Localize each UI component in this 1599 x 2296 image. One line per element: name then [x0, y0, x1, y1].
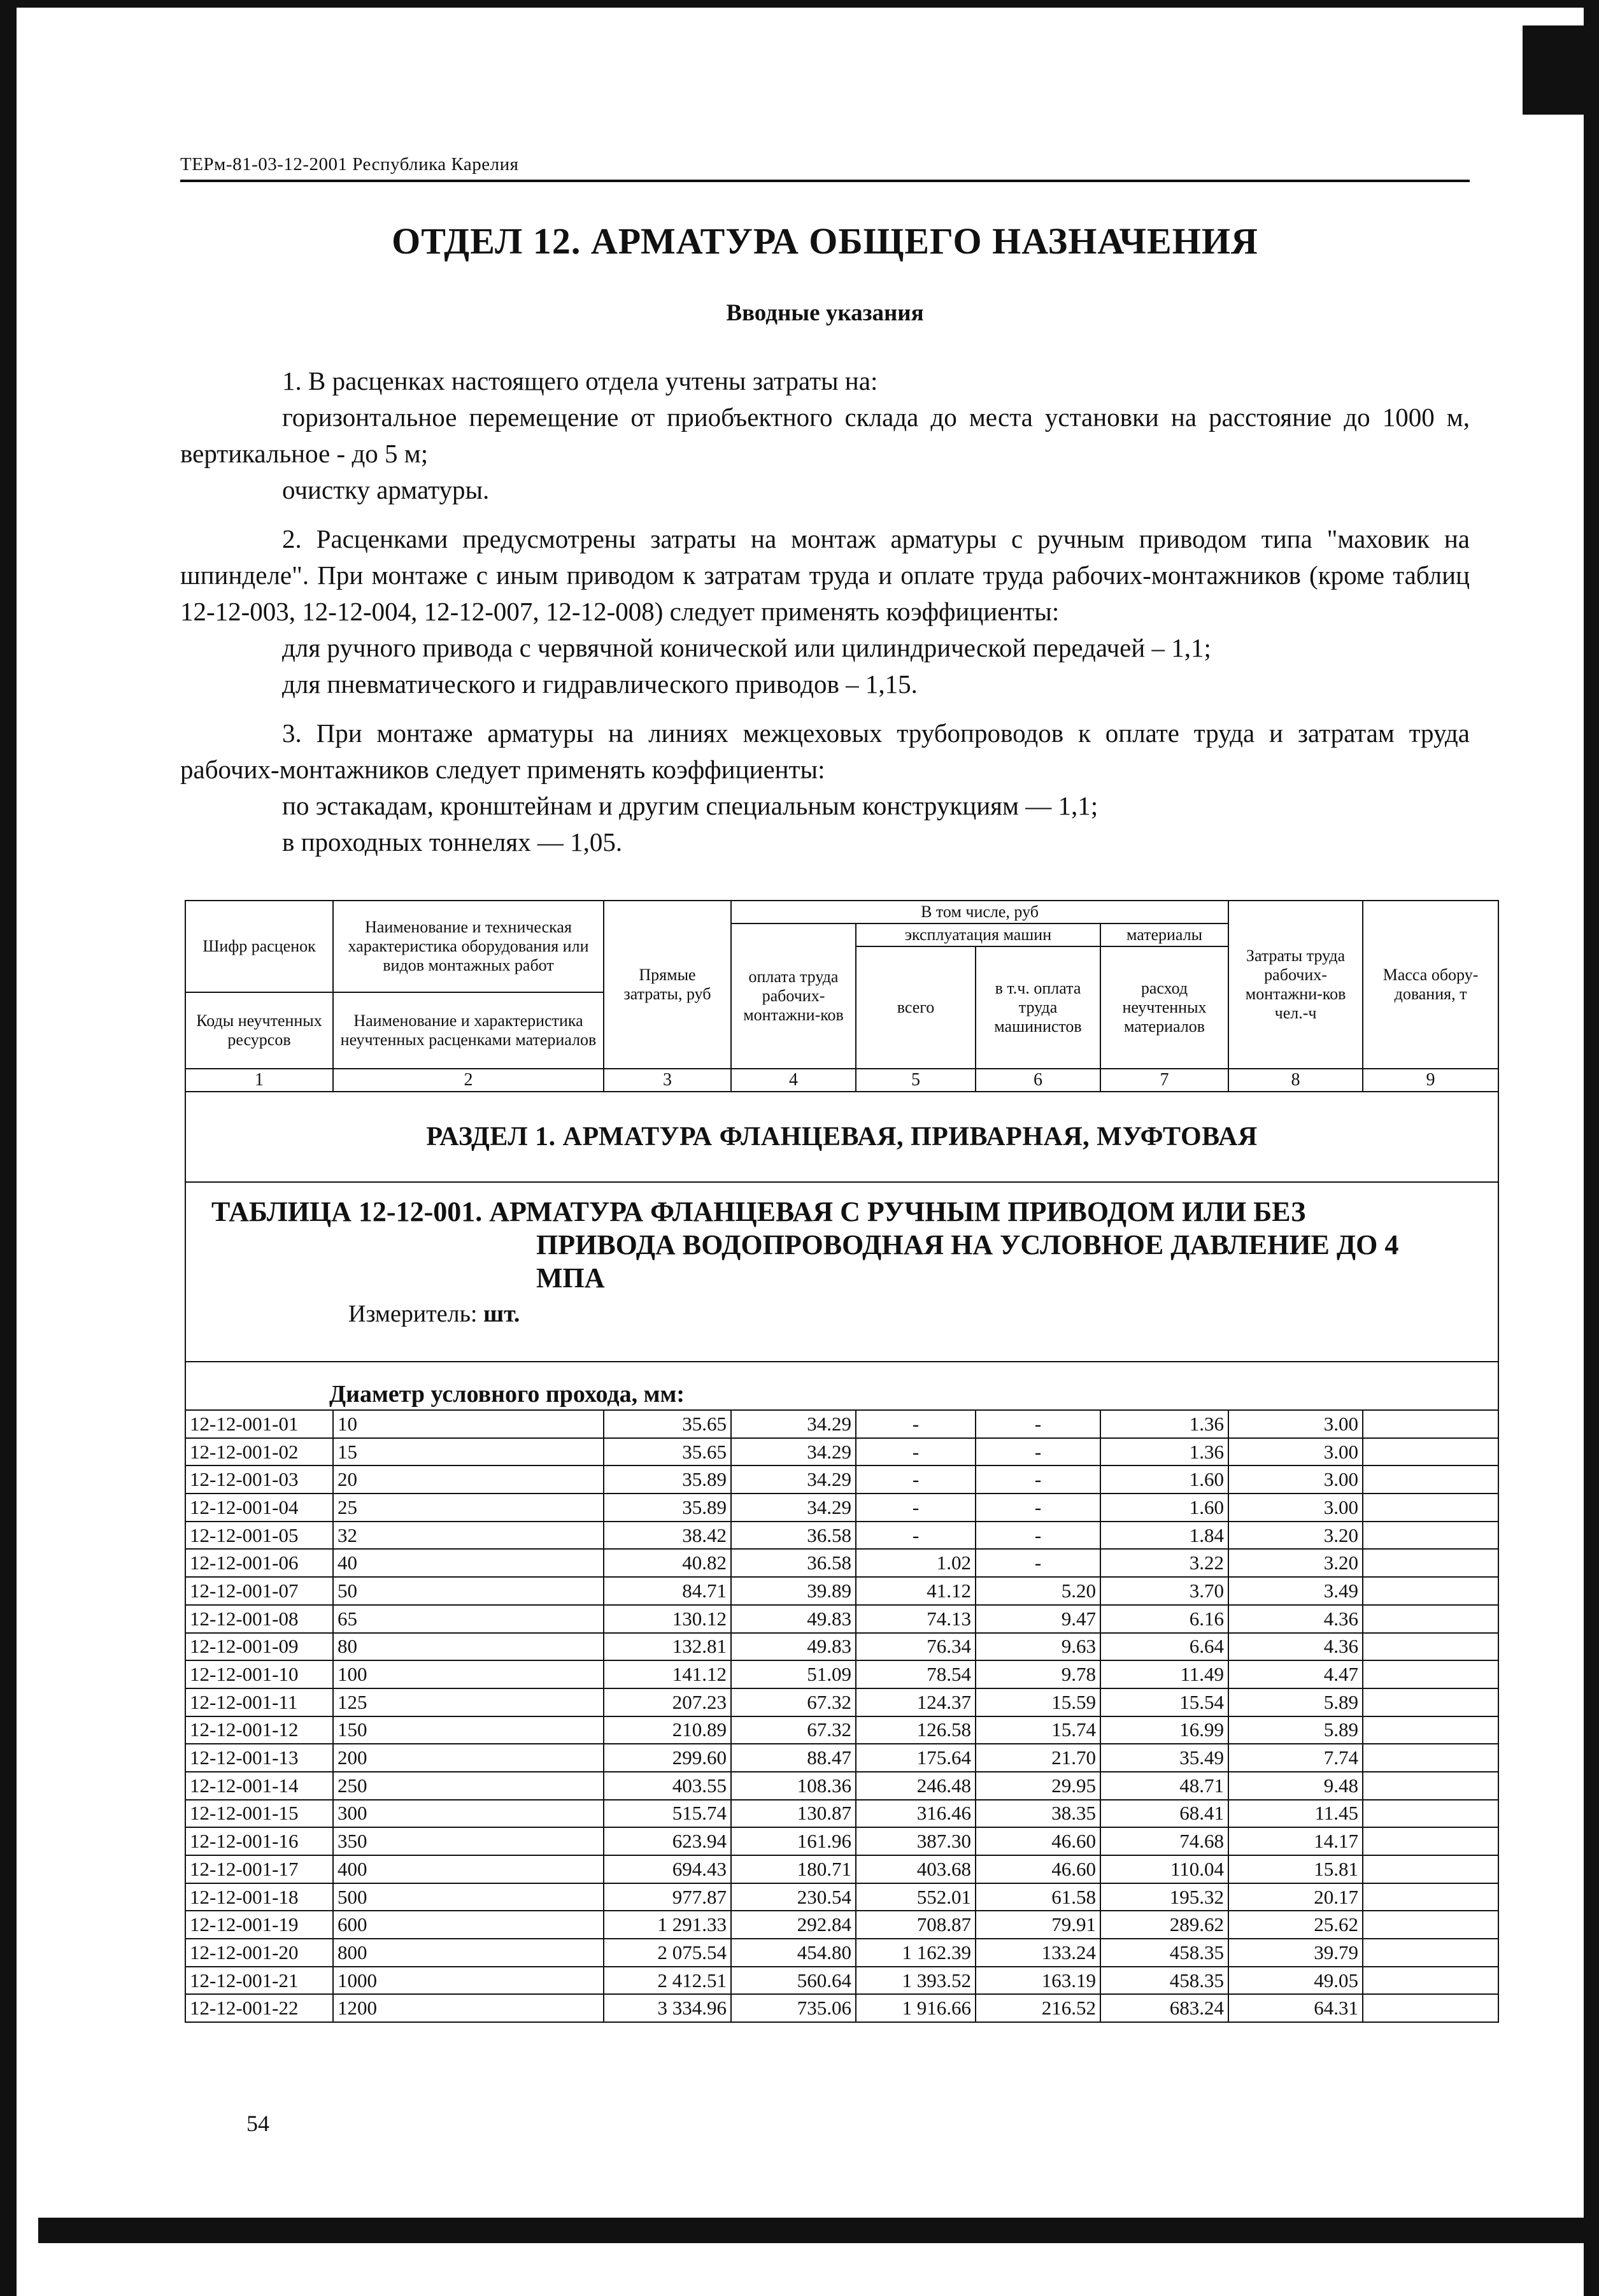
- cell-equipment-mass: [1363, 1522, 1498, 1550]
- cell-machines-total: 403.68: [856, 1855, 976, 1883]
- column-number: 8: [1228, 1069, 1363, 1092]
- header-machinist-pay: в т.ч. оплата труда машинистов: [976, 946, 1100, 1069]
- intro-paragraph-3: [180, 715, 1470, 860]
- column-number: 4: [731, 1069, 856, 1092]
- cell-equipment-mass: [1363, 1883, 1498, 1911]
- cell-labor-pay: 34.29: [731, 1410, 856, 1438]
- cell-item-name: 15: [333, 1438, 604, 1466]
- cell-rate-code: 12-12-001-06: [185, 1549, 333, 1577]
- column-number: 2: [333, 1069, 604, 1092]
- cell-machinist-pay: -: [976, 1549, 1100, 1577]
- cell-equipment-mass: [1363, 1577, 1498, 1605]
- cell-materials: 6.16: [1100, 1605, 1228, 1633]
- cell-labor-pay: 67.32: [731, 1688, 856, 1716]
- cell-materials: 11.49: [1100, 1660, 1228, 1688]
- cell-machines-total: 387.30: [856, 1827, 976, 1855]
- cell-materials: 16.99: [1100, 1716, 1228, 1744]
- cell-machines-total: -: [856, 1465, 976, 1494]
- table-body: [185, 1092, 1498, 2022]
- cell-rate-code: 12-12-001-21: [185, 1967, 333, 1995]
- cell-materials: 1.60: [1100, 1494, 1228, 1522]
- cell-labor-hours: 14.17: [1228, 1827, 1363, 1855]
- cell-item-name: 800: [333, 1939, 604, 1967]
- cell-labor-hours: 4.36: [1228, 1605, 1363, 1633]
- cell-machines-total: 316.46: [856, 1800, 976, 1828]
- cell-item-name: 400: [333, 1855, 604, 1883]
- cell-machines-total: 552.01: [856, 1883, 976, 1911]
- intro-p1-line2: горизонтальное перемещение от приобъектного склада до места установки на расстояние до 1000 м, вертикальное - до 5 м;: [180, 403, 1470, 468]
- cell-materials: 1.60: [1100, 1465, 1228, 1494]
- column-number: 6: [976, 1069, 1100, 1092]
- cell-rate-code: 12-12-001-12: [185, 1716, 333, 1744]
- cell-materials: 195.32: [1100, 1883, 1228, 1911]
- cell-direct-costs: 403.55: [604, 1772, 731, 1800]
- table-row: [185, 1633, 1498, 1661]
- table-row: [185, 1967, 1498, 1995]
- table-row: [185, 1549, 1498, 1577]
- cell-labor-pay: 36.58: [731, 1549, 856, 1577]
- cell-machinist-pay: 46.60: [976, 1827, 1100, 1855]
- cell-rate-code: 12-12-001-13: [185, 1744, 333, 1772]
- cell-rate-code: 12-12-001-19: [185, 1911, 333, 1939]
- cell-item-name: 600: [333, 1911, 604, 1939]
- cell-direct-costs: 141.12: [604, 1660, 731, 1688]
- page-subtitle: Вводные указания: [726, 300, 924, 326]
- cell-item-name: 50: [333, 1577, 604, 1605]
- cell-machines-total: -: [856, 1438, 976, 1466]
- cell-materials: 1.36: [1100, 1410, 1228, 1438]
- table-row: [185, 1911, 1498, 1939]
- table-row: [185, 1994, 1498, 2022]
- table-row: [185, 1522, 1498, 1550]
- cell-direct-costs: 694.43: [604, 1855, 731, 1883]
- cell-machinist-pay: 15.59: [976, 1688, 1100, 1716]
- column-number: 5: [856, 1069, 976, 1092]
- header-equipment-mass: Масса обору-дования, т: [1363, 901, 1498, 1069]
- cell-equipment-mass: [1363, 1633, 1498, 1661]
- table-row: [185, 1855, 1498, 1883]
- intro-paragraph-1: [180, 363, 1470, 508]
- cell-labor-pay: 230.54: [731, 1883, 856, 1911]
- header-materials: материалы: [1100, 923, 1228, 946]
- cell-machinist-pay: -: [976, 1522, 1100, 1550]
- cell-materials: 74.68: [1100, 1827, 1228, 1855]
- cell-machines-total: 1.02: [856, 1549, 976, 1577]
- table-row: [185, 1660, 1498, 1688]
- table-row: [185, 1800, 1498, 1828]
- cell-item-name: 250: [333, 1772, 604, 1800]
- unit-of-measure: [211, 1300, 1472, 1328]
- cell-equipment-mass: [1363, 1855, 1498, 1883]
- cell-machines-total: 41.12: [856, 1577, 976, 1605]
- cell-direct-costs: 210.89: [604, 1716, 731, 1744]
- cell-direct-costs: 40.82: [604, 1549, 731, 1577]
- table-title-line-1: ТАБЛИЦА 12-12-001. АРМАТУРА ФЛАНЦЕВАЯ С РУЧНЫМ ПРИВОДОМ ИЛИ БЕЗ: [211, 1196, 1306, 1227]
- cell-labor-hours: 3.00: [1228, 1494, 1363, 1522]
- cell-materials: 289.62: [1100, 1911, 1228, 1939]
- cell-labor-hours: 3.49: [1228, 1577, 1363, 1605]
- cell-machinist-pay: 133.24: [976, 1939, 1100, 1967]
- cell-item-name: 1000: [333, 1967, 604, 1995]
- table-row: [185, 1716, 1498, 1744]
- cell-rate-code: 12-12-001-07: [185, 1577, 333, 1605]
- cell-materials: 683.24: [1100, 1994, 1228, 2022]
- cell-labor-pay: 36.58: [731, 1522, 856, 1550]
- cell-materials: 3.22: [1100, 1549, 1228, 1577]
- section-title: РАЗДЕЛ 1. АРМАТУРА ФЛАНЦЕВАЯ, ПРИВАРНАЯ, МУФТОВАЯ: [185, 1092, 1498, 1182]
- cell-item-name: 32: [333, 1522, 604, 1550]
- cell-rate-code: 12-12-001-14: [185, 1772, 333, 1800]
- cell-machinist-pay: 9.78: [976, 1660, 1100, 1688]
- cell-item-name: 350: [333, 1827, 604, 1855]
- cell-direct-costs: 38.42: [604, 1522, 731, 1550]
- cell-machines-total: 1 916.66: [856, 1994, 976, 2022]
- cell-machinist-pay: 38.35: [976, 1800, 1100, 1828]
- cell-machines-total: -: [856, 1494, 976, 1522]
- cell-item-name: 1200: [333, 1994, 604, 2022]
- cell-labor-hours: 5.89: [1228, 1688, 1363, 1716]
- cell-labor-hours: 4.36: [1228, 1633, 1363, 1661]
- table-row: [185, 1410, 1498, 1438]
- column-number: 7: [1100, 1069, 1228, 1092]
- cell-machinist-pay: 15.74: [976, 1716, 1100, 1744]
- cell-labor-pay: 560.64: [731, 1967, 856, 1995]
- cell-equipment-mass: [1363, 1605, 1498, 1633]
- cell-labor-hours: 3.00: [1228, 1410, 1363, 1438]
- intro-text: [180, 363, 1470, 873]
- cell-materials: 35.49: [1100, 1744, 1228, 1772]
- intro-p2-main: 2. Расценками предусмотрены затраты на монтаж арматуры с ручным приводом типа "маховик на шпинделе". При монтаже с иным приводом к затратам труда и оплате труда рабочих-монтажников (кроме таблиц 12-12-003, 12-12-004, 12-12-007, 12-12-008) следует применять коэффициенты:: [180, 524, 1470, 626]
- cell-equipment-mass: [1363, 1911, 1498, 1939]
- cell-machinist-pay: -: [976, 1438, 1100, 1466]
- cell-labor-hours: 25.62: [1228, 1911, 1363, 1939]
- table-title-cell: [185, 1182, 1498, 1362]
- cell-machines-total: 126.58: [856, 1716, 976, 1744]
- table-row: [185, 1577, 1498, 1605]
- header-labor-hours: Затраты труда рабочих-монтажни-ков чел.-ч: [1228, 901, 1363, 1069]
- cell-labor-hours: 39.79: [1228, 1939, 1363, 1967]
- cell-rate-code: 12-12-001-22: [185, 1994, 333, 2022]
- cell-equipment-mass: [1363, 1688, 1498, 1716]
- intro-p3-main: 3. При монтаже арматуры на линиях межцеховых трубопроводов к оплате труда и затратам труда рабочих-монтажников следует применять коэффициенты:: [180, 718, 1470, 784]
- cell-machines-total: 246.48: [856, 1772, 976, 1800]
- cell-labor-pay: 180.71: [731, 1855, 856, 1883]
- cell-equipment-mass: [1363, 1438, 1498, 1466]
- cell-machines-total: 708.87: [856, 1911, 976, 1939]
- cell-labor-pay: 292.84: [731, 1911, 856, 1939]
- cell-machines-total: 76.34: [856, 1633, 976, 1661]
- cell-direct-costs: 35.89: [604, 1465, 731, 1494]
- cell-materials: 1.84: [1100, 1522, 1228, 1550]
- cell-rate-code: 12-12-001-20: [185, 1939, 333, 1967]
- cell-machinist-pay: 29.95: [976, 1772, 1100, 1800]
- column-number-row: [185, 1069, 1498, 1092]
- cell-machines-total: 1 162.39: [856, 1939, 976, 1967]
- cell-rate-code: 12-12-001-18: [185, 1883, 333, 1911]
- header-unaccounted-materials: расход неучтенных материалов: [1100, 946, 1228, 1069]
- cell-direct-costs: 130.12: [604, 1605, 731, 1633]
- intro-p3-item2: в проходных тоннелях — 1,05.: [282, 827, 623, 857]
- cell-materials: 3.70: [1100, 1577, 1228, 1605]
- cell-labor-hours: 15.81: [1228, 1855, 1363, 1883]
- cell-equipment-mass: [1363, 1549, 1498, 1577]
- intro-p1-line1: 1. В расценках настоящего отдела учтены затраты на:: [282, 366, 878, 396]
- cell-machinist-pay: 21.70: [976, 1744, 1100, 1772]
- cell-equipment-mass: [1363, 1994, 1498, 2022]
- cell-rate-code: 12-12-001-15: [185, 1800, 333, 1828]
- cell-labor-hours: 5.89: [1228, 1716, 1363, 1744]
- cell-item-name: 125: [333, 1688, 604, 1716]
- table-title-row: [185, 1182, 1498, 1362]
- cell-materials: 6.64: [1100, 1633, 1228, 1661]
- table-row: [185, 1605, 1498, 1633]
- cell-equipment-mass: [1363, 1967, 1498, 1995]
- column-number: 9: [1363, 1069, 1498, 1092]
- cell-labor-pay: 34.29: [731, 1494, 856, 1522]
- cell-machinist-pay: 216.52: [976, 1994, 1100, 2022]
- header-including: В том числе, руб: [731, 901, 1228, 923]
- cell-item-name: 25: [333, 1494, 604, 1522]
- header-labor-pay: оплата труда рабочих-монтажни-ков: [731, 923, 856, 1069]
- cell-item-name: 10: [333, 1410, 604, 1438]
- cell-equipment-mass: [1363, 1660, 1498, 1688]
- cell-labor-pay: 454.80: [731, 1939, 856, 1967]
- cell-item-name: 100: [333, 1660, 604, 1688]
- cell-direct-costs: 1 291.33: [604, 1911, 731, 1939]
- page-title: ОТДЕЛ 12. АРМАТУРА ОБЩЕГО НАЗНАЧЕНИЯ: [392, 220, 1258, 262]
- cell-labor-hours: 3.00: [1228, 1465, 1363, 1494]
- cell-labor-pay: 51.09: [731, 1660, 856, 1688]
- cell-labor-hours: 64.31: [1228, 1994, 1363, 2022]
- unit-value: шт.: [483, 1301, 520, 1327]
- table-row: [185, 1438, 1498, 1466]
- cell-equipment-mass: [1363, 1800, 1498, 1828]
- cell-labor-pay: 39.89: [731, 1577, 856, 1605]
- cell-machines-total: 124.37: [856, 1688, 976, 1716]
- cell-labor-hours: 49.05: [1228, 1967, 1363, 1995]
- cell-labor-hours: 7.74: [1228, 1744, 1363, 1772]
- header-name: Наименование и техническая характеристика оборудования или видов монтажных работ: [333, 901, 604, 992]
- cell-machines-total: 1 393.52: [856, 1967, 976, 1995]
- cell-equipment-mass: [1363, 1744, 1498, 1772]
- cell-machines-total: 78.54: [856, 1660, 976, 1688]
- cell-machinist-pay: -: [976, 1410, 1100, 1438]
- cell-direct-costs: 207.23: [604, 1688, 731, 1716]
- cell-materials: 68.41: [1100, 1800, 1228, 1828]
- cell-labor-pay: 34.29: [731, 1465, 856, 1494]
- cell-labor-pay: 161.96: [731, 1827, 856, 1855]
- cell-rate-code: 12-12-001-05: [185, 1522, 333, 1550]
- table-row: [185, 1494, 1498, 1522]
- cell-item-name: 150: [333, 1716, 604, 1744]
- cell-direct-costs: 132.81: [604, 1633, 731, 1661]
- cell-rate-code: 12-12-001-03: [185, 1465, 333, 1494]
- cell-direct-costs: 35.89: [604, 1494, 731, 1522]
- cell-item-name: 500: [333, 1883, 604, 1911]
- table-row: [185, 1883, 1498, 1911]
- cell-equipment-mass: [1363, 1939, 1498, 1967]
- table-row: [185, 1939, 1498, 1967]
- table-header: [185, 901, 1498, 1092]
- cell-direct-costs: 515.74: [604, 1800, 731, 1828]
- cell-direct-costs: 2 075.54: [604, 1939, 731, 1967]
- header-resource-codes: Коды неучтенных ресурсов: [185, 992, 333, 1069]
- cell-equipment-mass: [1363, 1827, 1498, 1855]
- column-number: 1: [185, 1069, 333, 1092]
- cell-labor-pay: 34.29: [731, 1438, 856, 1466]
- cell-labor-hours: 3.00: [1228, 1438, 1363, 1466]
- header-machines-total: всего: [856, 946, 976, 1069]
- section-row: [185, 1092, 1498, 1182]
- cell-rate-code: 12-12-001-04: [185, 1494, 333, 1522]
- cell-rate-code: 12-12-001-01: [185, 1410, 333, 1438]
- cell-direct-costs: 299.60: [604, 1744, 731, 1772]
- unit-label: Измеритель:: [348, 1301, 478, 1327]
- cell-direct-costs: 2 412.51: [604, 1967, 731, 1995]
- cell-rate-code: 12-12-001-08: [185, 1605, 333, 1633]
- running-header: ТЕРм-81-03-12-2001 Республика Карелия: [180, 154, 519, 175]
- cell-item-name: 65: [333, 1605, 604, 1633]
- cell-direct-costs: 977.87: [604, 1883, 731, 1911]
- cell-labor-pay: 88.47: [731, 1744, 856, 1772]
- cell-materials: 458.35: [1100, 1967, 1228, 1995]
- header-rate-code: Шифр расценок: [185, 901, 333, 992]
- cell-equipment-mass: [1363, 1410, 1498, 1438]
- cell-machinist-pay: 79.91: [976, 1911, 1100, 1939]
- cell-equipment-mass: [1363, 1494, 1498, 1522]
- cell-materials: 1.36: [1100, 1438, 1228, 1466]
- intro-paragraph-2: [180, 521, 1470, 702]
- cell-rate-code: 12-12-001-02: [185, 1438, 333, 1466]
- cell-item-name: 80: [333, 1633, 604, 1661]
- table-row: [185, 1465, 1498, 1494]
- cell-materials: 48.71: [1100, 1772, 1228, 1800]
- cell-rate-code: 12-12-001-16: [185, 1827, 333, 1855]
- cell-rate-code: 12-12-001-17: [185, 1855, 333, 1883]
- intro-p1-line3: очистку арматуры.: [282, 475, 490, 504]
- cell-labor-hours: 3.20: [1228, 1549, 1363, 1577]
- cell-item-name: 40: [333, 1549, 604, 1577]
- cell-labor-pay: 49.83: [731, 1633, 856, 1661]
- diameter-row: [185, 1362, 1498, 1410]
- cell-labor-pay: 49.83: [731, 1605, 856, 1633]
- cell-rate-code: 12-12-001-09: [185, 1633, 333, 1661]
- cell-direct-costs: 623.94: [604, 1827, 731, 1855]
- cell-equipment-mass: [1363, 1465, 1498, 1494]
- cell-labor-pay: 67.32: [731, 1716, 856, 1744]
- intro-p2-item2: для пневматического и гидравлического приводов – 1,15.: [282, 669, 918, 699]
- cell-machinist-pay: -: [976, 1494, 1100, 1522]
- table-row: [185, 1688, 1498, 1716]
- cell-machines-total: -: [856, 1410, 976, 1438]
- table-row: [185, 1827, 1498, 1855]
- intro-p2-item1: для ручного привода с червячной конической или цилиндрической передачей – 1,1;: [282, 633, 1211, 662]
- table-row: [185, 1744, 1498, 1772]
- cell-machines-total: 74.13: [856, 1605, 976, 1633]
- intro-p3-item1: по эстакадам, кронштейнам и другим специальным конструкциям — 1,1;: [282, 791, 1098, 820]
- cell-materials: 110.04: [1100, 1855, 1228, 1883]
- cell-machinist-pay: -: [976, 1465, 1100, 1494]
- cell-materials: 458.35: [1100, 1939, 1228, 1967]
- header-machines: эксплуатация машин: [856, 923, 1100, 946]
- cell-machinist-pay: 9.47: [976, 1605, 1100, 1633]
- cell-item-name: 200: [333, 1744, 604, 1772]
- cell-machinist-pay: 5.20: [976, 1577, 1100, 1605]
- cell-labor-hours: 20.17: [1228, 1883, 1363, 1911]
- cell-machinist-pay: 46.60: [976, 1855, 1100, 1883]
- cell-direct-costs: 35.65: [604, 1438, 731, 1466]
- cell-direct-costs: 3 334.96: [604, 1994, 731, 2022]
- cell-machines-total: 175.64: [856, 1744, 976, 1772]
- rates-table: [185, 900, 1499, 2023]
- header-direct-costs: Прямые затраты, руб: [604, 901, 731, 1069]
- cell-machinist-pay: 163.19: [976, 1967, 1100, 1995]
- cell-labor-pay: 108.36: [731, 1772, 856, 1800]
- cell-labor-pay: 735.06: [731, 1994, 856, 2022]
- cell-equipment-mass: [1363, 1772, 1498, 1800]
- cell-labor-hours: 4.47: [1228, 1660, 1363, 1688]
- cell-rate-code: 12-12-001-10: [185, 1660, 333, 1688]
- cell-direct-costs: 84.71: [604, 1577, 731, 1605]
- cell-labor-hours: 11.45: [1228, 1800, 1363, 1828]
- cell-item-name: 300: [333, 1800, 604, 1828]
- table-title-line-2: ПРИВОДА ВОДОПРОВОДНАЯ НА УСЛОВНОЕ ДАВЛЕНИЕ ДО 4: [536, 1229, 1399, 1260]
- diameter-label: Диаметр условного прохода, мм:: [185, 1362, 1498, 1410]
- cell-rate-code: 12-12-001-11: [185, 1688, 333, 1716]
- page-number: 54: [246, 2111, 269, 2136]
- table-row: [185, 1772, 1498, 1800]
- cell-labor-hours: 9.48: [1228, 1772, 1363, 1800]
- cell-direct-costs: 35.65: [604, 1410, 731, 1438]
- cell-materials: 15.54: [1100, 1688, 1228, 1716]
- cell-machines-total: -: [856, 1522, 976, 1550]
- header-material-names: Наименование и характеристика неучтенных расценками материалов: [333, 992, 604, 1069]
- cell-labor-hours: 3.20: [1228, 1522, 1363, 1550]
- column-number: 3: [604, 1069, 731, 1092]
- cell-item-name: 20: [333, 1465, 604, 1494]
- header-rule: [180, 180, 1470, 182]
- cell-machinist-pay: 9.63: [976, 1633, 1100, 1661]
- table-title-line-3: МПА: [536, 1262, 605, 1294]
- cell-equipment-mass: [1363, 1716, 1498, 1744]
- cell-labor-pay: 130.87: [731, 1800, 856, 1828]
- cell-machinist-pay: 61.58: [976, 1883, 1100, 1911]
